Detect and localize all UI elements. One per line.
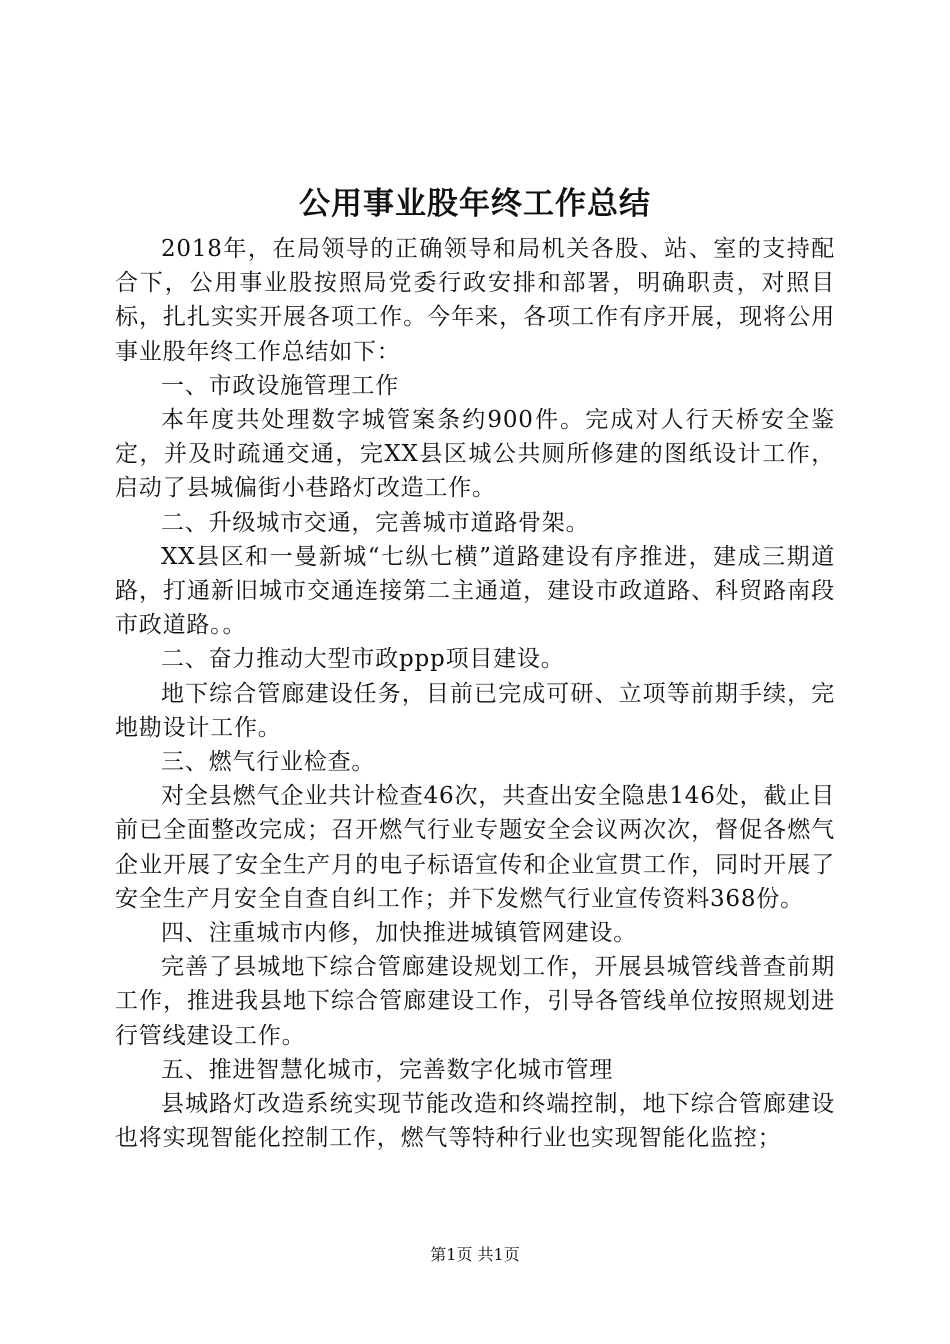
- section-heading: 四、注重城市内修，加快推进城镇管网建设。: [161, 920, 637, 947]
- section-heading: 二、奋力推动大型市政ppp项目建设。: [161, 646, 565, 673]
- paragraph: 地下综合管廊建设任务，目前已完成可研、立项等前期手续，完地勘设计工作。: [115, 680, 835, 741]
- paragraph: 对全县燃气企业共计检查46次，共查出安全隐患146处，截止目前已全面整改完成；召开燃气行业专题安全会议两次次，督促各燃气企业开展了安全生产月的电子标语宣传和企业宣贯工作，同时开展了安全生产月安全自查自纠工作；并下发燃气行业宣传资料368份。: [115, 783, 835, 912]
- document-title: 公用事业股年终工作总结: [299, 186, 651, 222]
- paragraph: 本年度共处理数字城管案条约900件。完成对人行天桥安全鉴定，并及时疏通交通，完XX县区城公共厕所修建的图纸设计工作，启动了县城偏街小巷路灯改造工作。: [115, 407, 835, 502]
- section-heading: 一、市政设施管理工作: [161, 372, 399, 399]
- paragraph: 完善了县城地下综合管廊建设规划工作，开展县城管线普查前期工作，推进我县地下综合管廊建设工作，引导各管线单位按照规划进行管线建设工作。: [115, 954, 835, 1049]
- paragraph: 县城路灯改造系统实现节能改造和终端控制，地下综合管廊建设也将实现智能化控制工作，燃气等特种行业也实现智能化监控；: [115, 1091, 835, 1152]
- document-body: [115, 232, 835, 1155]
- section-heading: 五、推进智慧化城市，完善数字化城市管理: [161, 1056, 614, 1083]
- page-footer: 第1页 共1页: [430, 1245, 520, 1264]
- paragraph-intro: 2018年，在局领导的正确领导和局机关各股、站、室的支持配合下，公用事业股按照局党委行政安排和部署，明确职责，对照目标，扎扎实实开展各项工作。今年来，各项工作有序开展，现将公用事业股年终工作总结如下：: [115, 236, 835, 365]
- section-heading: 二、升级城市交通，完善城市道路骨架。: [161, 509, 590, 536]
- section-heading: 三、燃气行业检查。: [161, 749, 376, 776]
- paragraph: XX县区和一曼新城“七纵七横”道路建设有序推进，建成三期道路，打通新旧城市交通连接第二主通道，建设市政道路、科贸路南段市政道路。。: [115, 543, 835, 639]
